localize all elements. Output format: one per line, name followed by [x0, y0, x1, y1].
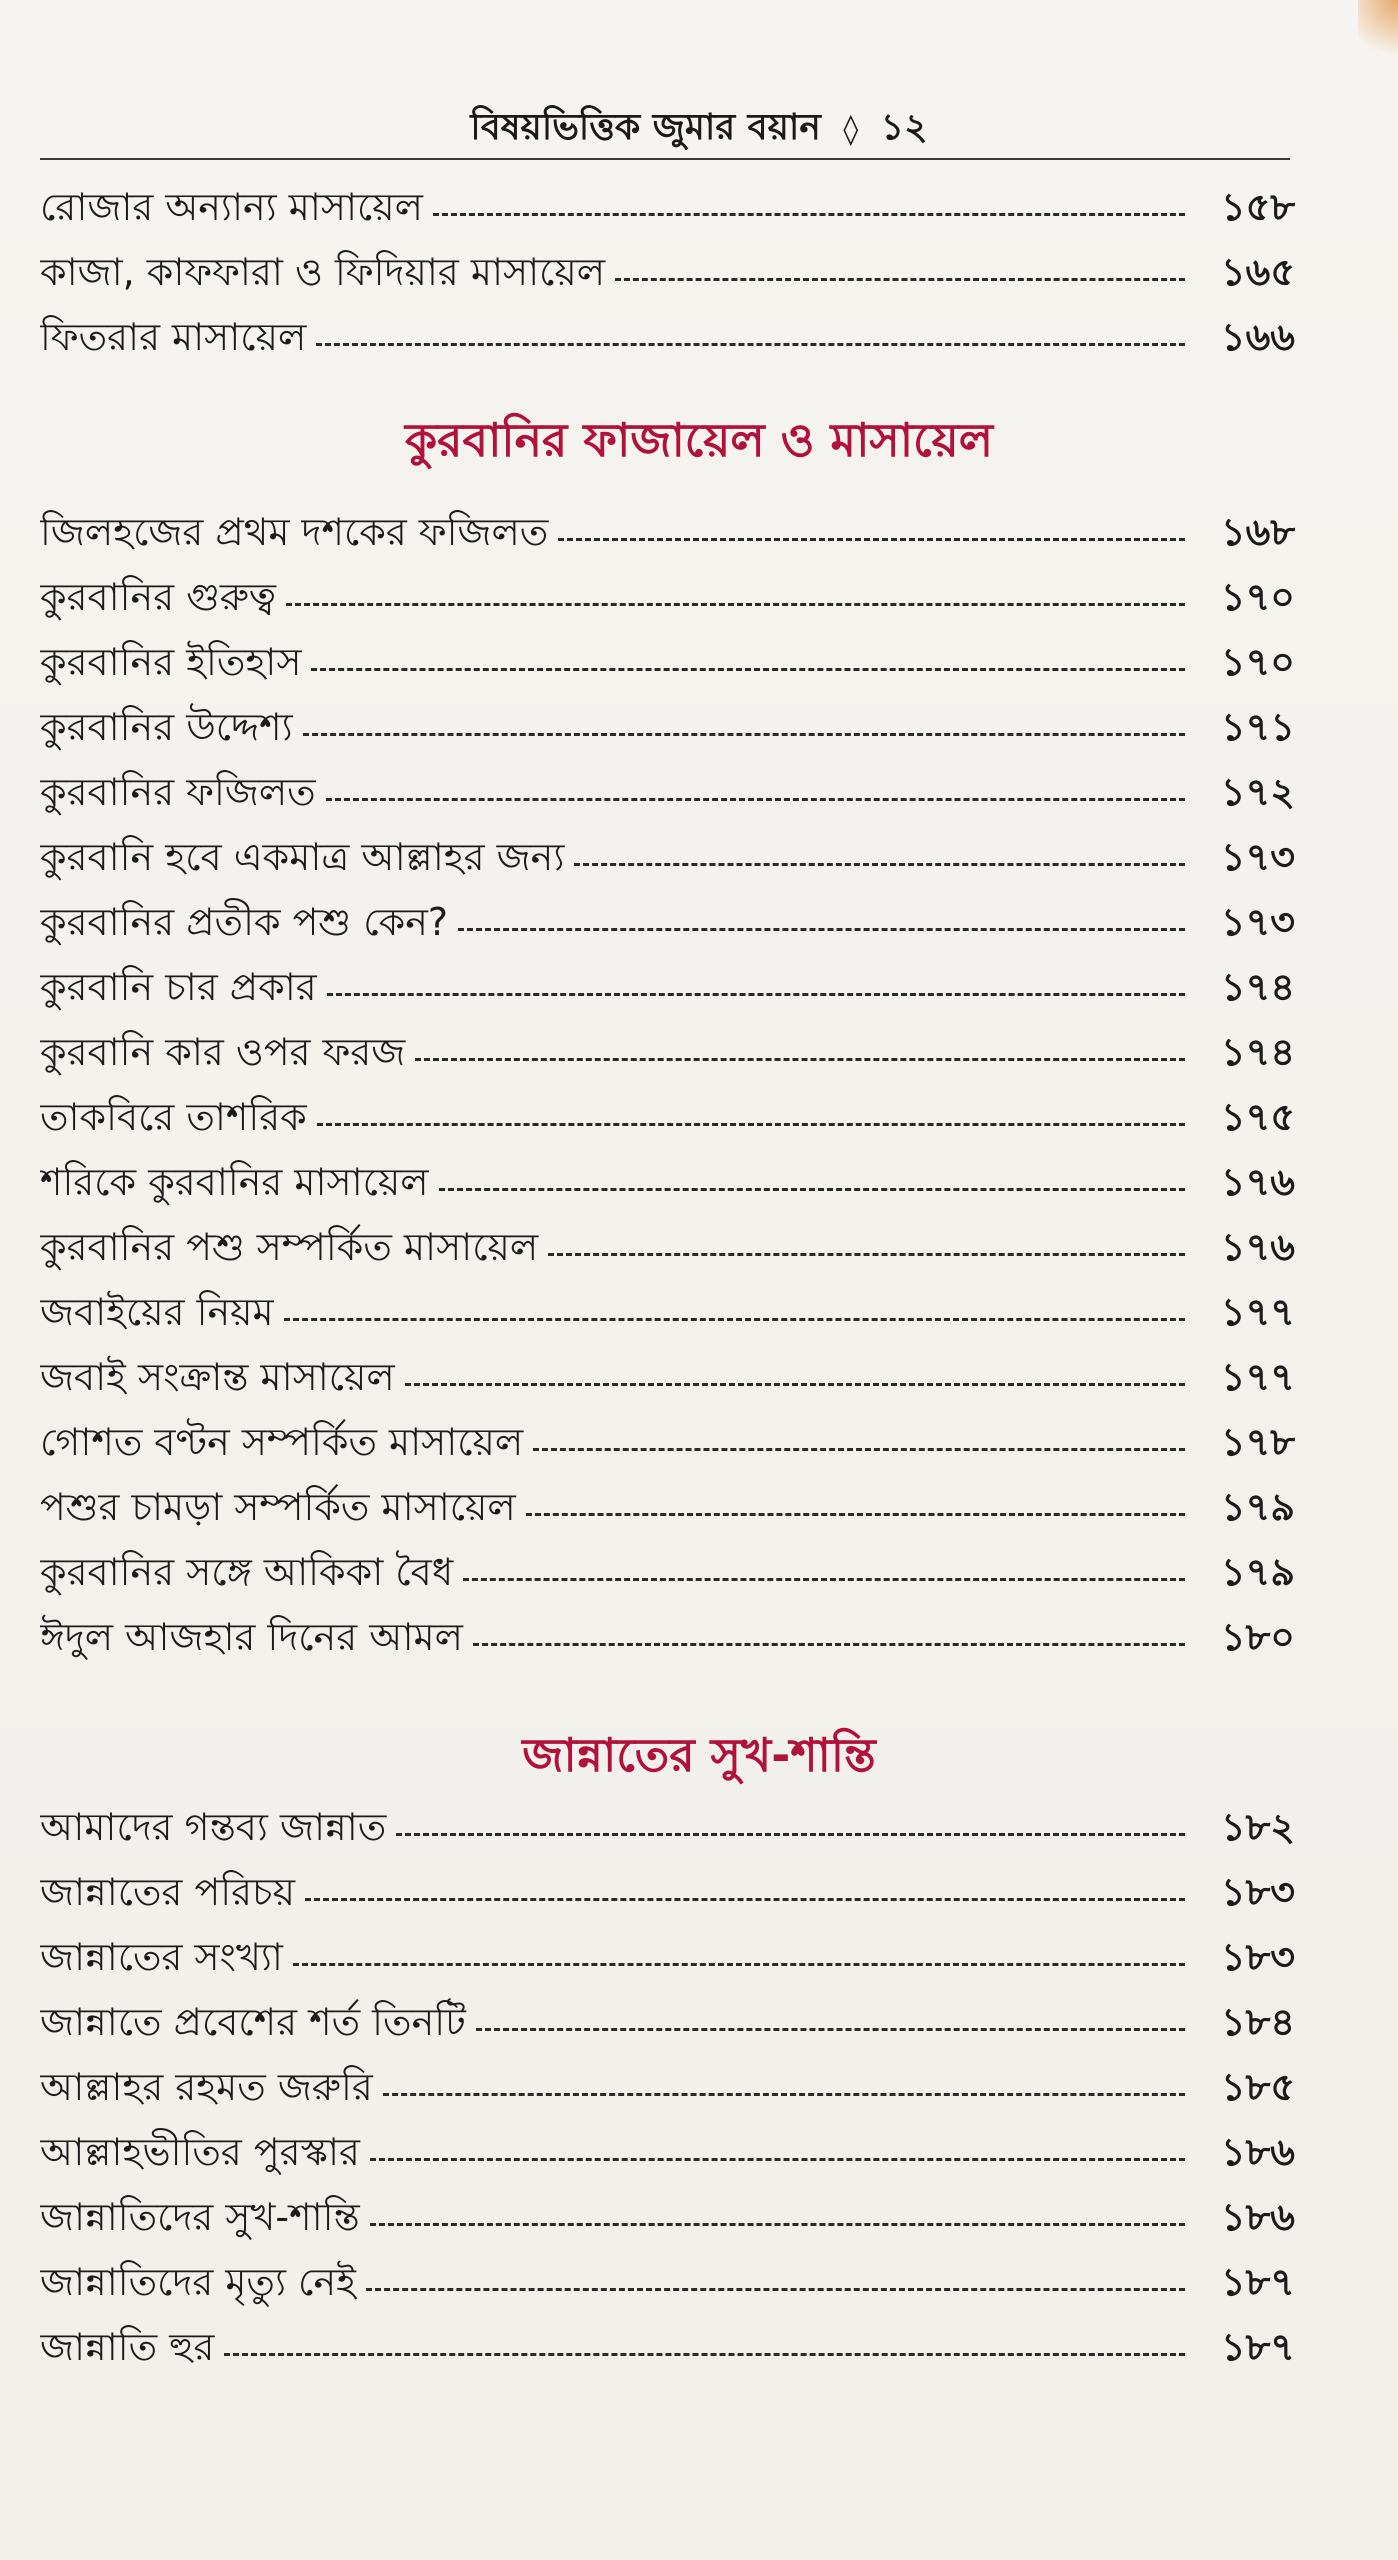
dot-leader: [476, 2028, 1185, 2031]
toc-entry: [40, 960, 1295, 1020]
toc-entry-page: ১৭৬: [1220, 1225, 1295, 1269]
dot-leader: [286, 603, 1185, 606]
toc-entry-page: ১৭৪: [1220, 965, 1295, 1009]
dot-leader: [284, 1318, 1185, 1321]
toc-entry-page: ১৭৫: [1220, 1095, 1295, 1139]
toc-entry-page: ১৭৭: [1220, 1355, 1295, 1399]
toc-entry-label: আমাদের গন্তব্য জান্নাত: [40, 1805, 387, 1849]
toc-entry: [40, 1220, 1295, 1280]
toc-entry-label: তাকবিরে তাশরিক: [40, 1095, 307, 1139]
dot-leader: [463, 1578, 1185, 1581]
page-number: ১২: [880, 107, 928, 148]
toc-entry-label: কুরবানির পশু সম্পর্কিত মাসায়েল: [40, 1225, 539, 1269]
toc-entry: [40, 2320, 1295, 2380]
dot-leader: [326, 798, 1185, 801]
toc-entry: [40, 2060, 1295, 2120]
dot-leader: [433, 213, 1185, 216]
toc-entry-label: কুরবানির ইতিহাস: [40, 640, 302, 684]
dot-leader: [548, 1253, 1185, 1256]
toc-entry: [40, 1155, 1295, 1215]
toc-entry-page: ১৮৫: [1221, 2065, 1295, 2109]
toc-entry-label: জান্নাতের সংখ্যা: [40, 1935, 283, 1979]
toc-entry-page: ১৬৫: [1220, 250, 1295, 294]
dot-leader: [574, 863, 1185, 866]
toc-entry-label: জান্নাতি হুর: [40, 2325, 215, 2369]
dot-leader: [533, 1448, 1185, 1451]
dot-leader: [383, 2093, 1185, 2096]
dot-leader: [439, 1188, 1185, 1191]
toc-entry-label: জান্নাতের পরিচয়: [40, 1870, 295, 1914]
toc-entry-page: ১৮৬: [1220, 2130, 1295, 2174]
running-header-title: বিষয়ভিত্তিক জুমার বয়ান: [470, 107, 821, 148]
toc-entry-label: কুরবানির সঙ্গে আকিকা বৈধ: [40, 1550, 454, 1594]
toc-entry: [40, 1480, 1295, 1540]
toc-entry: [40, 2190, 1295, 2250]
dot-leader: [316, 343, 1185, 346]
toc-entry-page: ১৮৩: [1220, 1870, 1295, 1914]
toc-entry: [40, 1930, 1295, 1990]
toc-entry-page: ১৭৯: [1220, 1550, 1295, 1594]
toc-entry-page: ১৭৩: [1220, 900, 1295, 944]
toc-entry: [40, 1285, 1295, 1345]
toc-entry: [40, 1090, 1295, 1150]
toc-entry-page: ১৭৮: [1220, 1420, 1295, 1464]
dot-leader: [370, 2158, 1185, 2161]
toc-entry-page: ১৭৬: [1220, 1160, 1295, 1204]
dot-leader: [224, 2353, 1185, 2356]
toc-entry-label: কাজা, কাফফারা ও ফিদিয়ার মাসায়েল: [40, 250, 606, 294]
toc-entry-label: জবাই সংক্রান্ত মাসায়েল: [40, 1355, 395, 1399]
toc-entry-page: ১৬৮: [1220, 510, 1295, 554]
toc-entry-label: কুরবানি হবে একমাত্র আল্লাহর জন্য: [40, 835, 565, 879]
toc-entry: [40, 310, 1295, 370]
toc-entry-page: ১৭০: [1220, 575, 1295, 619]
toc-entry-page: ১৭২: [1220, 770, 1295, 814]
dot-leader: [405, 1383, 1185, 1386]
toc-entry-page: ১৮৩: [1220, 1935, 1295, 1979]
toc-entry-page: ১৮০: [1220, 1615, 1295, 1659]
toc-entry-label: কুরবানির উদ্দেশ্য: [40, 705, 293, 749]
section-qurbani: [0, 405, 1398, 475]
toc-entry: [40, 1610, 1295, 1670]
dot-leader: [615, 278, 1185, 281]
toc-entry-label: কুরবানির প্রতীক পশু কেন?: [40, 900, 449, 944]
toc-entry-label: আল্লাহর রহমত জরুরি: [40, 2065, 373, 2109]
dot-leader: [366, 2288, 1185, 2291]
toc-entry-page: ১৮২: [1220, 1805, 1295, 1849]
toc-entry: [40, 2255, 1295, 2315]
toc-entry: [40, 895, 1295, 955]
dot-leader: [396, 1833, 1185, 1836]
dot-leader: [293, 1963, 1185, 1966]
toc-entry: [40, 1545, 1295, 1605]
dot-leader: [311, 668, 1185, 671]
toc-entry-label: শরিকে কুরবানির মাসায়েল: [40, 1160, 429, 1204]
toc-entry-label: ফিতরার মাসায়েল: [40, 315, 307, 359]
toc-entry-label: জবাইয়ের নিয়ম: [40, 1290, 274, 1334]
toc-entry: [40, 765, 1295, 825]
toc-entry-page: ১৭৭: [1220, 1290, 1295, 1334]
dot-leader: [458, 928, 1185, 931]
header-rule: [40, 158, 1290, 160]
dot-leader: [473, 1643, 1185, 1646]
dot-leader: [370, 2223, 1185, 2226]
toc-entry-label: কুরবানি চার প্রকার: [40, 965, 317, 1009]
toc-entry-page: ১৭১: [1220, 705, 1295, 749]
toc-entry-label: গোশত বণ্টন সম্পর্কিত মাসায়েল: [40, 1420, 524, 1464]
toc-entry: [40, 570, 1295, 630]
toc-entry-label: কুরবানির গুরুত্ব: [40, 575, 277, 619]
toc-entry-label: জান্নাতে প্রবেশের শর্ত তিনটি: [40, 2000, 466, 2044]
page-corner-shadow: [1358, 0, 1398, 70]
diamond-icon: ◊: [843, 112, 859, 147]
toc-entry-label: পশুর চামড়া সম্পর্কিত মাসায়েল: [40, 1485, 516, 1529]
toc-entry-page: ১৮৭: [1220, 2260, 1295, 2304]
dot-leader: [305, 1898, 1185, 1901]
toc-entry: [40, 1025, 1295, 1085]
toc-entry: [40, 1865, 1295, 1925]
toc-entry: [40, 1995, 1295, 2055]
toc-entry: [40, 245, 1295, 305]
toc-entry-label: কুরবানির ফজিলত: [40, 770, 316, 814]
section-jannat: [0, 1720, 1398, 1790]
toc-entry-page: ১৭০: [1220, 640, 1295, 684]
toc-entry-page: ১৮৬: [1220, 2195, 1295, 2239]
toc-entry-page: ১৭৩: [1220, 835, 1295, 879]
section-title: কুরবানির ফাজায়েল ও মাসায়েল: [404, 413, 994, 467]
dot-leader: [558, 538, 1185, 541]
running-header: [0, 100, 1398, 160]
toc-entry-page: ১৮৪: [1221, 2000, 1295, 2044]
toc-entry: [40, 830, 1295, 890]
dot-leader: [327, 993, 1185, 996]
toc-entry-label: ঈদুল আজহার দিনের আমল: [40, 1615, 463, 1659]
toc-entry-page: ১৭৪: [1220, 1030, 1295, 1074]
toc-entry: [40, 2125, 1295, 2185]
toc-entry: [40, 1350, 1295, 1410]
toc-entry: [40, 635, 1295, 695]
toc-entry-page: ১৮৭: [1220, 2325, 1295, 2369]
dot-leader: [415, 1058, 1185, 1061]
toc-entry: [40, 180, 1295, 240]
toc-entry-label: জিলহজের প্রথম দশকের ফজিলত: [40, 510, 549, 554]
toc-entry: [40, 1415, 1295, 1475]
section-title: জান্নাতের সুখ-শান্তি: [522, 1728, 876, 1782]
toc-entry: [40, 1800, 1295, 1860]
toc-entry: [40, 505, 1295, 565]
toc-entry-page: ১৭৯: [1220, 1485, 1295, 1529]
toc-entry-label: রোজার অন্যান্য মাসায়েল: [40, 185, 423, 229]
toc-entry-label: কুরবানি কার ওপর ফরজ: [40, 1030, 406, 1074]
toc-entry-label: জান্নাতিদের মৃত্যু নেই: [40, 2260, 356, 2304]
dot-leader: [303, 733, 1185, 736]
toc-entry-page: ১৫৮: [1221, 185, 1295, 229]
toc-entry-label: আল্লাহভীতির পুরস্কার: [40, 2130, 360, 2174]
dot-leader: [317, 1123, 1185, 1126]
toc-entry-page: ১৬৬: [1220, 315, 1295, 359]
dot-leader: [526, 1513, 1185, 1516]
toc-entry: [40, 700, 1295, 760]
toc-entry-label: জান্নাতিদের সুখ-শান্তি: [40, 2195, 360, 2239]
